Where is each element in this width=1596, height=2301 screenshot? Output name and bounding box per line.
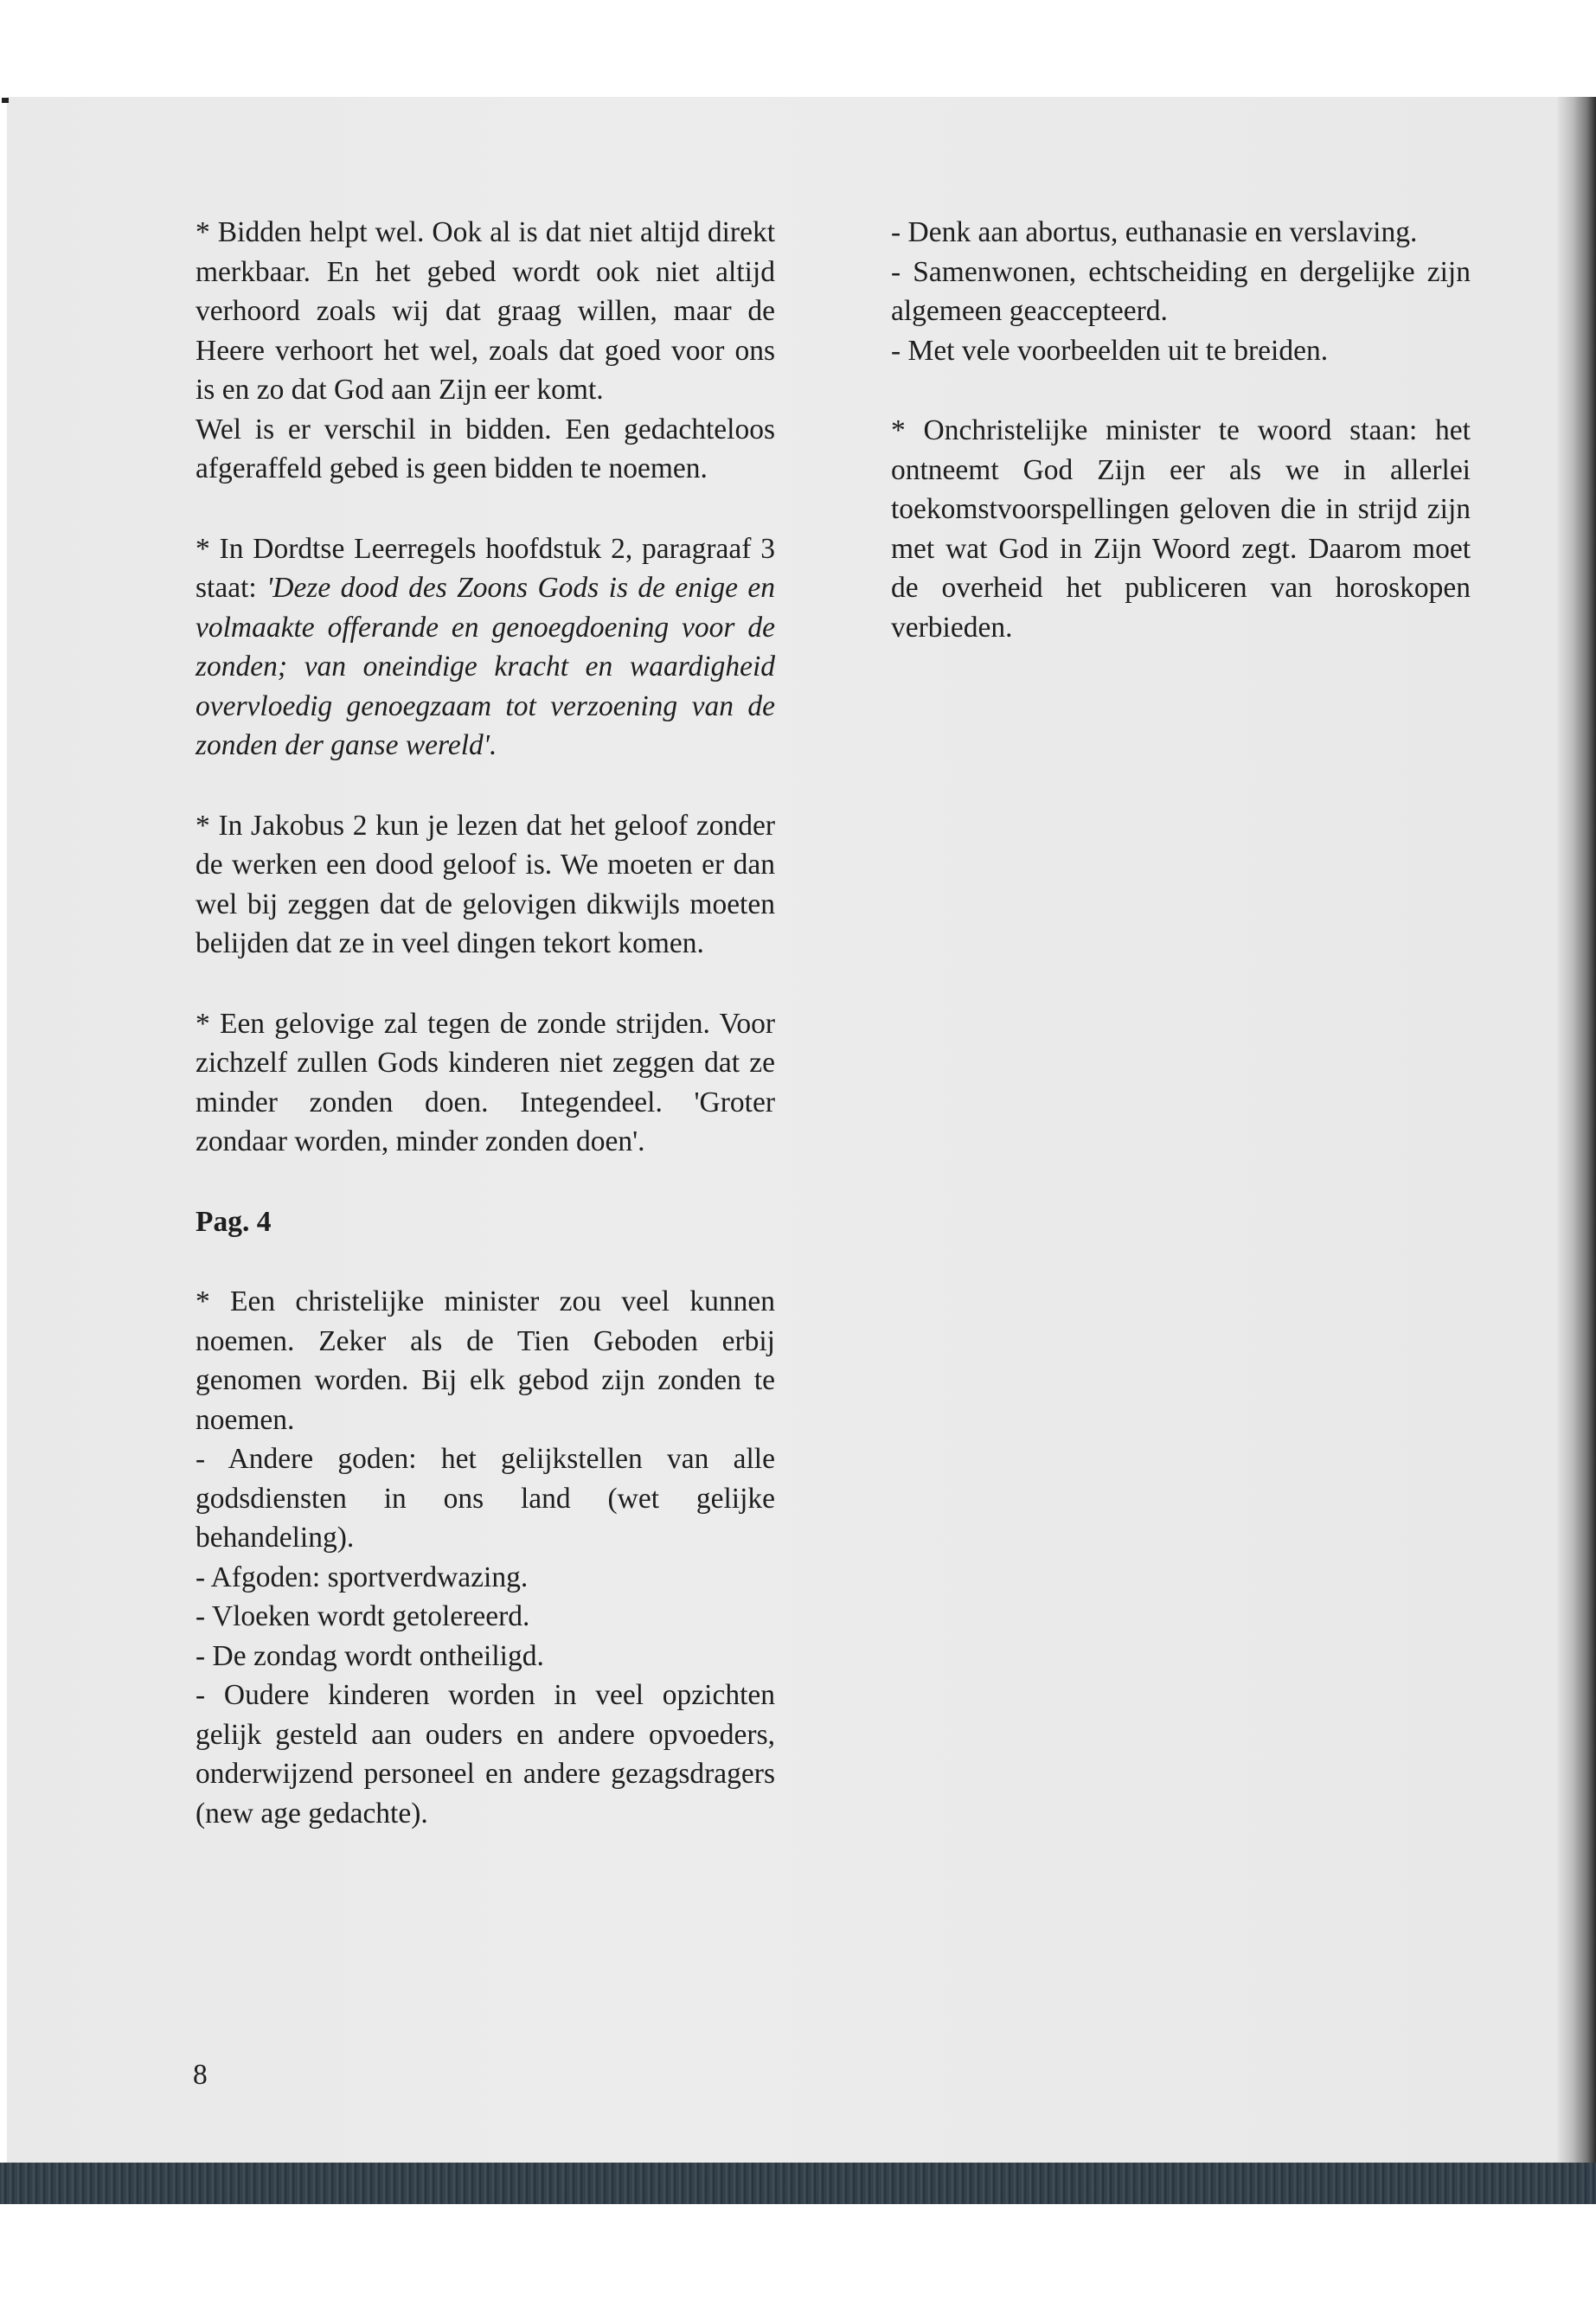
list-item-afgoden: - Afgoden: sportverdwazing. [195,1561,529,1593]
paragraph-gelovige: * Een gelovige zal tegen de zonde strijden. Voor zichzelf zullen Gods kinderen niet zeggen dat ze minder zonden doen. Integendeel. 'Groter zondaar worden, minder zonden doen'. [195,1007,775,1157]
list-item-andere-goden: - Andere goden: het gelijkstellen van alle godsdiensten in ons land (wet gelijke behandeling). [195,1443,775,1554]
paragraph-jakobus: * In Jakobus 2 kun je lezen dat het geloof zonder de werken een dood geloof is. We moeten er dan wel bij zeggen dat de gelovigen dikwijls moeten belijden dat ze in veel dingen tekort komen. [195,809,775,959]
list-item-oudere-kinderen: - Oudere kinderen worden in veel opzichten gelijk gesteld aan ouders en andere opvoeders, onderwijzend personeel en andere gezagsdragers (new age gedachte). [195,1679,775,1830]
paragraph-dordtse-leerregels [195,529,775,766]
dordtse-quote: 'Deze dood des Zoons Gods is de enige en volmaakte offerande en genoegdoening voor de zonden; van oneindige kracht en waardigheid overvloedig genoegzaam tot verzoening van de zonden der ganse wereld'. [195,572,776,761]
left-column [195,213,775,1833]
paragraph-bidden: * Bidden helpt wel. Ook al is dat niet altijd direkt merkbaar. En het gebed wordt ook niet altijd verhoord zoals wij dat graag willen, maar de Heere verhoort het wel, zoals dat goed voor ons is en zo dat God aan Zijn eer komt. [195,216,775,406]
right-column [891,213,1471,688]
list-item-vloeken: - Vloeken wordt getolereerd. [195,1600,530,1632]
paragraph-onchristelijke-minister: * Onchristelijke minister te woord staan: het ontneemt God Zijn eer als we in allerlei toekomstvoorspellingen geloven die in strijd zijn met wat God in Zijn Woord zegt. Daarom moet de overheid het publiceren van horoskopen verbieden. [891,414,1471,644]
list-item-voorbeelden: - Met vele voorbeelden uit te breiden. [891,334,1329,367]
list-item-samenwonen: - Samenwonen, echtscheiding en dergelijke zijn algemeen geaccepteerd. [891,255,1471,327]
section-heading-pag-4: Pag. 4 [195,1205,272,1238]
list-item-abortus: - Denk aan abortus, euthanasie en verslaving. [891,216,1418,248]
scan-corner-mark [2,98,9,103]
dordtse-lead: * In Dordtse Leerregels hoofdstuk 2, paragraaf 3 staat: [195,532,775,604]
scan-bottom-margin [0,2204,1596,2301]
scan-bottom-band [0,2163,1596,2204]
paragraph-verschil: Wel is er verschil in bidden. Een gedachteloos afgeraffeld gebed is geen bidden te noemen. [195,413,775,484]
page-spine-shadow [1557,97,1596,2204]
page-number: 8 [193,2059,208,2091]
paragraph-christelijke-minister: * Een christelijke minister zou veel kunnen noemen. Zeker als de Tien Geboden erbij genomen worden. Bij elk gebod zijn zonden te noemen. [195,1285,775,1436]
scan-top-margin [0,0,1596,97]
list-item-zondag: - De zondag wordt ontheiligd. [195,1639,544,1672]
